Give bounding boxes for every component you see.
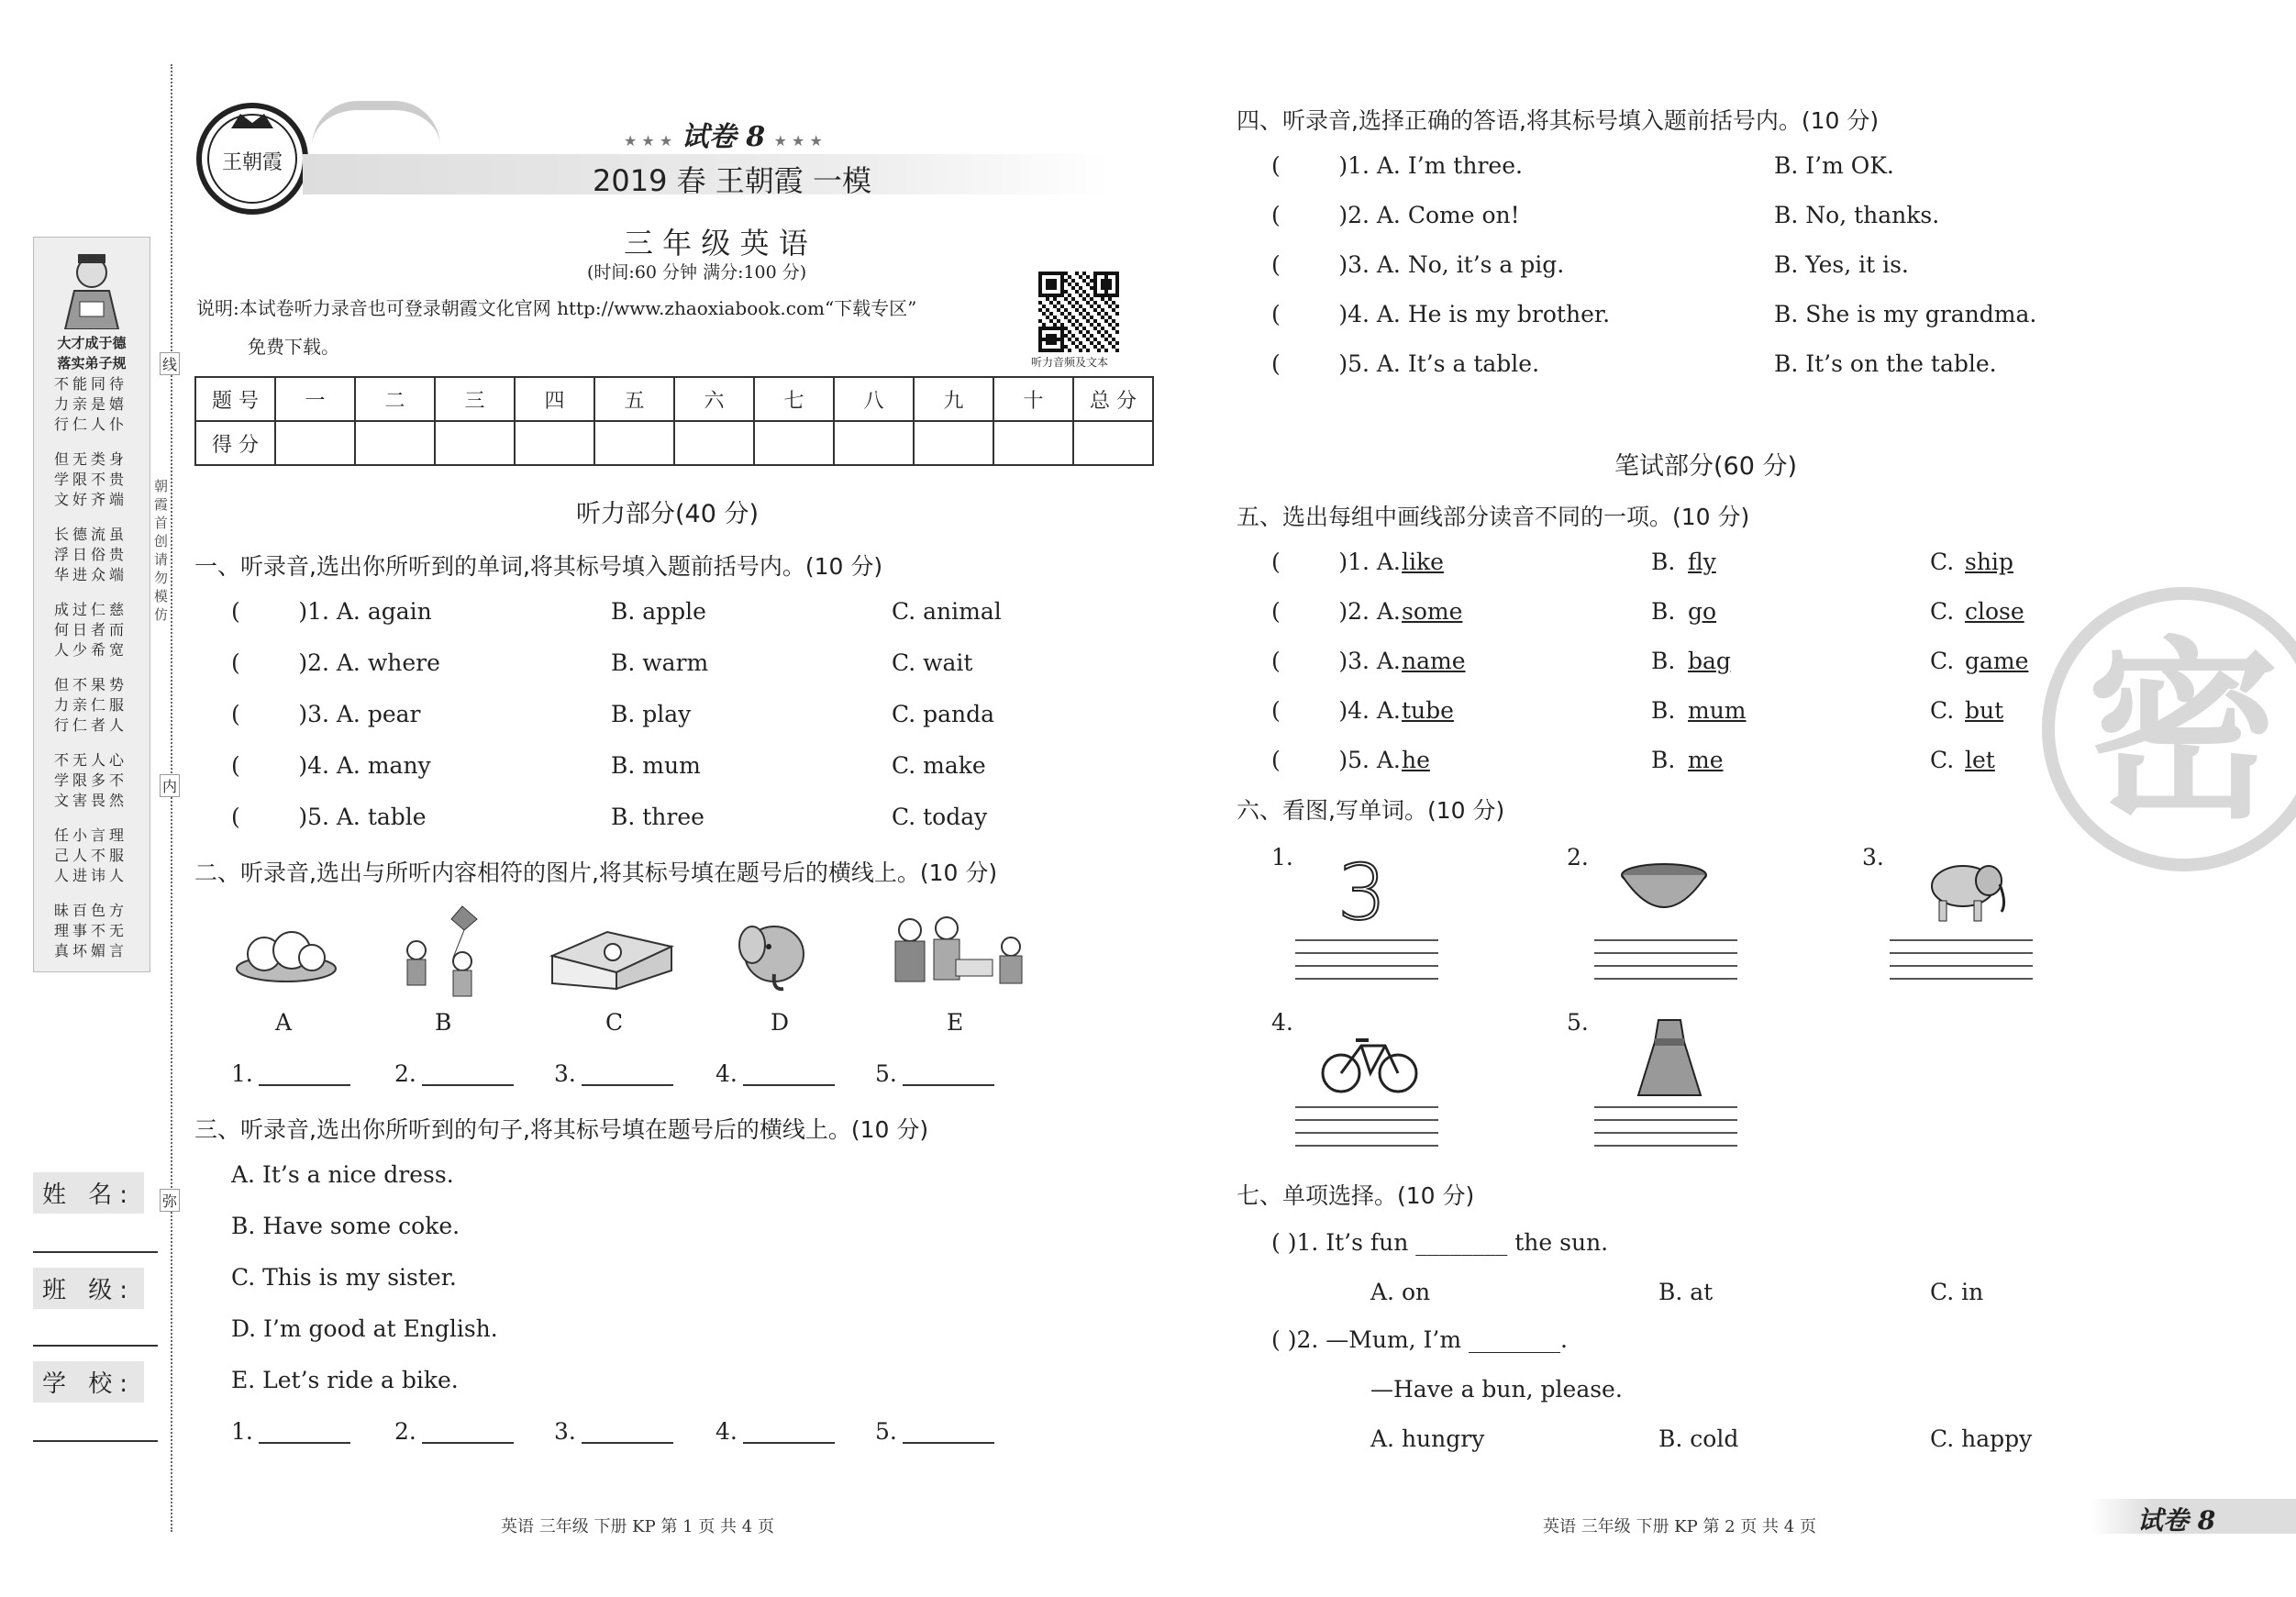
side-mark-line: 线 <box>160 352 180 375</box>
poem-block: 长德流虽 浮日俗贵 华进众端 <box>53 526 128 583</box>
score-header-cell: 四 <box>515 377 594 421</box>
q4-option-a: ( )5. A. It’s a table. <box>1271 350 1540 377</box>
score-header-cell: 十 <box>993 377 1073 421</box>
q2-picture-letter: D <box>771 1009 790 1036</box>
q3-answer-line[interactable] <box>743 1442 835 1444</box>
q5-number: ( )2. A. <box>1271 598 1401 625</box>
q2-answer-line[interactable] <box>743 1084 835 1086</box>
q5-letter-b: B. <box>1651 747 1676 773</box>
q5-word-a: tube <box>1402 697 1454 724</box>
q1-option-b: B. warm <box>611 649 709 676</box>
q7-q1-option: C. in <box>1930 1279 1984 1305</box>
q3-answer-line[interactable] <box>582 1442 673 1444</box>
q5-word-b: me <box>1688 747 1724 773</box>
subject-title: 三 年 级 英 语 <box>624 226 808 261</box>
q5-letter-c: C. <box>1930 747 1955 773</box>
q5-word-b: mum <box>1688 697 1747 724</box>
q6-num-4: 4. <box>1271 1009 1293 1036</box>
q2-answer-line[interactable] <box>582 1084 673 1086</box>
qr-caption: 听力音频及文本 <box>1031 356 1109 369</box>
q5-word-c: let <box>1965 747 1995 773</box>
q1-option-a: ( )3. A. pear <box>231 701 421 727</box>
q5-letter-b: B. <box>1651 549 1676 575</box>
score-input-cell[interactable] <box>993 421 1073 465</box>
q7-q1-option: A. on <box>1370 1279 1431 1305</box>
q5-word-b: fly <box>1688 549 1716 575</box>
exam-number-row <box>624 114 823 154</box>
score-input-cell[interactable] <box>594 421 674 465</box>
q6-writing-line[interactable] <box>1295 1145 1438 1147</box>
q1-option-a: ( )5. A. table <box>231 804 427 830</box>
q6-writing-line[interactable] <box>1295 939 1438 941</box>
picture-family-birthday <box>882 910 1035 996</box>
class-label: 班 级: <box>33 1268 144 1309</box>
motto-line-1: 大才成于德 <box>57 335 127 351</box>
q2-blank-number: 4. <box>715 1060 738 1087</box>
q6-picture-elephant <box>1915 857 2007 930</box>
score-input-cell[interactable] <box>275 421 355 465</box>
q4-title: 四、听录音,选择正确的答语,将其标号填入题前括号内。(10 分) <box>1237 107 1880 134</box>
poem-block: 不能同待 力亲是嬉 行仁人仆 <box>53 375 128 433</box>
q2-answer-line[interactable] <box>422 1084 514 1086</box>
q6-writing-line[interactable] <box>1594 1145 1737 1147</box>
q5-number: ( )1. A. <box>1271 549 1401 575</box>
q6-writing-line[interactable] <box>1295 952 1438 954</box>
q5-title: 五、选出每组中画线部分读音不同的一项。(10 分) <box>1237 504 1750 530</box>
q5-word-a: name <box>1402 648 1466 674</box>
q1-option-c: C. animal <box>892 598 1002 625</box>
q5-number: ( )3. A. <box>1271 648 1401 674</box>
q3-sentence: A. It’s a nice dress. <box>231 1161 454 1188</box>
q7-q2-option: B. cold <box>1658 1425 1739 1452</box>
score-value-row <box>195 421 1153 465</box>
q5-letter-c: C. <box>1930 549 1955 575</box>
q2-blank-number: 1. <box>231 1060 253 1087</box>
score-header-cell: 五 <box>594 377 674 421</box>
q5-letter-b: B. <box>1651 598 1676 625</box>
score-header-cell: 总 分 <box>1073 377 1153 421</box>
q2-blank-number: 3. <box>554 1060 576 1087</box>
q6-writing-line[interactable] <box>1890 965 2033 967</box>
q4-option-b: B. It’s on the table. <box>1774 350 1997 377</box>
q6-writing-line[interactable] <box>1295 978 1438 980</box>
q2-picture-letter: B <box>435 1009 452 1036</box>
poem-block: 昧百色方 理事不无 真坏媚言 <box>53 902 128 959</box>
score-header-cell: 三 <box>435 377 515 421</box>
q2-answer-line[interactable] <box>259 1084 350 1086</box>
q6-writing-line[interactable] <box>1594 1106 1737 1108</box>
q6-writing-line[interactable] <box>1594 965 1737 967</box>
score-input-cell[interactable] <box>515 421 594 465</box>
q5-word-c: ship <box>1965 549 2013 575</box>
q7-q2-option: A. hungry <box>1370 1425 1485 1452</box>
picture-box-boy <box>543 919 679 996</box>
q5-word-a: some <box>1402 598 1463 625</box>
q6-writing-line[interactable] <box>1295 1132 1438 1134</box>
score-input-cell[interactable] <box>674 421 754 465</box>
q6-writing-line[interactable] <box>1890 978 2033 980</box>
school-field[interactable] <box>33 1440 158 1442</box>
q5-word-a: like <box>1402 549 1444 575</box>
score-input-cell[interactable] <box>834 421 914 465</box>
q6-writing-line[interactable] <box>1295 965 1438 967</box>
q5-number: ( )5. A. <box>1271 747 1401 773</box>
q5-number: ( )4. A. <box>1271 697 1401 724</box>
q1-option-b: B. mum <box>611 752 701 779</box>
score-input-cell[interactable] <box>754 421 834 465</box>
svg-text:王朝霞: 王朝霞 <box>221 151 283 174</box>
q6-num-2: 2. <box>1567 844 1589 871</box>
q6-writing-line[interactable] <box>1594 952 1737 954</box>
confidential-stamp <box>2042 587 2296 871</box>
scholar-illustration <box>52 247 131 329</box>
score-header-cell: 六 <box>674 377 754 421</box>
q1-option-c: C. today <box>892 804 988 830</box>
exam-number: 试卷 8 <box>681 121 766 153</box>
score-input-cell[interactable] <box>435 421 515 465</box>
q7-question-2-reply: —Have a bun, please. <box>1370 1376 1623 1403</box>
stars-left: ★ ★ ★ <box>624 132 673 150</box>
score-header-row <box>195 377 1153 421</box>
q5-word-b: go <box>1688 598 1717 625</box>
poem-block: 成过仁慈 何日者而 人少希宽 <box>53 601 128 659</box>
q1-option-c: C. panda <box>892 701 995 727</box>
q1-option-a: ( )2. A. where <box>231 649 440 676</box>
q5-letter-b: B. <box>1651 648 1676 674</box>
exam-meta: (时间:60 分钟 满分:100 分) <box>587 262 807 283</box>
q5-word-a: he <box>1402 747 1430 773</box>
q2-picture-letter: C <box>605 1009 624 1036</box>
q3-sentence: E. Let’s ride a bike. <box>231 1367 459 1393</box>
q7-title: 七、单项选择。(10 分) <box>1237 1182 1475 1209</box>
q7-question-2: ( )2. —Mum, I’m ________. <box>1271 1326 1568 1353</box>
q5-word-c: game <box>1965 648 2029 674</box>
q1-option-b: B. play <box>611 701 692 727</box>
score-row-label: 得 分 <box>195 421 275 465</box>
q5-letter-c: C. <box>1930 648 1955 674</box>
q6-writing-line[interactable] <box>1594 978 1737 980</box>
q1-option-b: B. apple <box>611 598 706 625</box>
poem-block: 任小言理 己人不服 人进讳人 <box>53 826 128 884</box>
q7-question-1: ( )1. It’s fun ________ the sun. <box>1271 1229 1609 1256</box>
q6-num-3: 3. <box>1862 844 1884 871</box>
q4-option-b: B. No, thanks. <box>1774 202 1940 228</box>
q1-option-a: ( )4. A. many <box>231 752 431 779</box>
q6-writing-line[interactable] <box>1594 939 1737 941</box>
q1-title: 一、听录音,选出你所听到的单词,将其标号填入题前括号内。(10 分) <box>194 553 883 580</box>
q3-answer-line[interactable] <box>903 1442 994 1444</box>
q4-option-b: B. She is my grandma. <box>1774 301 2037 327</box>
picture-buns <box>235 914 338 991</box>
score-table <box>194 376 1154 466</box>
qr-code <box>1038 272 1119 352</box>
score-input-cell[interactable] <box>914 421 993 465</box>
q6-picture-bicycle <box>1319 1020 1420 1101</box>
q5-word-c: but <box>1965 697 2004 724</box>
footer-left: 英语 三年级 下册 KP 第 1 页 共 4 页 <box>501 1517 774 1536</box>
score-input-cell[interactable] <box>355 421 435 465</box>
written-title: 笔试部分(60 分) <box>1614 452 1798 481</box>
q3-answer-line[interactable] <box>259 1442 350 1444</box>
q4-option-b: B. I’m OK. <box>1774 152 1894 179</box>
exam-title: 2019 春 王朝霞 一模 <box>593 163 871 198</box>
q6-writing-line[interactable] <box>1594 1132 1737 1134</box>
q5-letter-c: C. <box>1930 598 1955 625</box>
instructions: 说明:本试卷听力录音也可登录朝霞文化官网 http://www.zhaoxiabook.com“下载专区” <box>196 297 917 319</box>
motto-line-2: 落实弟子规 <box>57 355 127 372</box>
q6-picture-digit-three: 3 <box>1337 848 1387 937</box>
q2-blank-number: 5. <box>875 1060 897 1087</box>
poem-block: 但不果势 力亲仁服 行仁者人 <box>53 676 128 734</box>
q2-answer-line[interactable] <box>903 1084 994 1086</box>
stars-right: ★ ★ ★ <box>773 132 823 150</box>
q3-title: 三、听录音,选出你所听到的句子,将其标号填在题号后的横线上。(10 分) <box>194 1116 929 1143</box>
picture-elephant-small <box>728 910 816 998</box>
brand-logo <box>194 101 310 216</box>
q7-q2-option: C. happy <box>1930 1425 2033 1452</box>
q3-blank-number: 3. <box>554 1418 576 1445</box>
q6-num-1: 1. <box>1271 844 1293 871</box>
score-header-cell: 一 <box>275 377 355 421</box>
q4-option-a: ( )4. A. He is my brother. <box>1271 301 1611 327</box>
q6-picture-noodles <box>1618 862 1710 928</box>
q3-sentence: D. I’m good at English. <box>231 1315 498 1342</box>
side-mark-inner: 内 <box>160 774 180 797</box>
q3-blank-number: 5. <box>875 1418 897 1445</box>
side-mark-copyright: 朝霞首创 请勿模仿 <box>154 478 169 623</box>
q2-title: 二、听录音,选出与所听内容相符的图片,将其标号填在题号后的横线上。(10 分) <box>194 859 998 886</box>
name-label: 姓 名: <box>33 1172 144 1214</box>
q6-writing-line[interactable] <box>1295 1106 1438 1108</box>
q3-sentence: C. This is my sister. <box>231 1264 457 1291</box>
dashed-margin-line <box>171 64 172 1532</box>
score-header-cell: 八 <box>834 377 914 421</box>
q5-word-b: bag <box>1688 648 1731 674</box>
q1-option-c: C. make <box>892 752 986 779</box>
q5-letter-b: B. <box>1651 697 1676 724</box>
score-header-cell: 题 号 <box>195 377 275 421</box>
school-label: 学 校: <box>33 1361 144 1403</box>
q6-title: 六、看图,写单词。(10 分) <box>1237 797 1505 824</box>
q6-num-5: 5. <box>1567 1009 1589 1036</box>
score-header-cell: 九 <box>914 377 993 421</box>
q3-blank-number: 4. <box>715 1418 738 1445</box>
score-header-cell: 七 <box>754 377 834 421</box>
poem-block: 但无类身 学限不贵 文好齐端 <box>53 450 128 508</box>
q6-writing-line[interactable] <box>1295 1119 1438 1121</box>
q4-option-a: ( )2. A. Come on! <box>1271 202 1520 228</box>
q4-option-a: ( )1. A. I’m three. <box>1271 152 1523 179</box>
stamp-character: 密 <box>2086 620 2279 845</box>
q1-option-c: C. wait <box>892 649 973 676</box>
score-input-cell[interactable] <box>1073 421 1153 465</box>
q6-writing-line[interactable] <box>1890 952 2033 954</box>
q3-answer-line[interactable] <box>422 1442 514 1444</box>
q1-option-b: B. three <box>611 804 704 830</box>
listening-title: 听力部分(40 分) <box>576 500 760 528</box>
q6-writing-line[interactable] <box>1890 939 2033 941</box>
q1-option-a: ( )1. A. again <box>231 598 432 625</box>
q2-picture-letter: A <box>275 1009 293 1036</box>
q5-word-c: close <box>1965 598 2024 625</box>
poem-block: 不无人心 学限多不 文害畏然 <box>53 751 128 809</box>
footer-right: 英语 三年级 下册 KP 第 2 页 共 4 页 <box>1543 1517 1816 1536</box>
q3-sentence: B. Have some coke. <box>231 1213 460 1239</box>
name-field[interactable] <box>33 1251 158 1253</box>
instructions-cont: 免费下载。 <box>248 336 339 358</box>
q5-letter-c: C. <box>1930 697 1955 724</box>
q3-blank-number: 2. <box>394 1418 416 1445</box>
score-header-cell: 二 <box>355 377 435 421</box>
class-field[interactable] <box>33 1345 158 1347</box>
q2-picture-letter: E <box>947 1009 964 1036</box>
q3-blank-number: 1. <box>231 1418 253 1445</box>
q4-option-a: ( )3. A. No, it’s a pig. <box>1271 251 1565 278</box>
q6-picture-dress <box>1635 1016 1704 1103</box>
side-mark-seal: 弥 <box>160 1189 180 1212</box>
header-swoosh <box>312 101 440 147</box>
q7-q1-option: B. at <box>1658 1279 1714 1305</box>
q4-option-b: B. Yes, it is. <box>1774 251 1909 278</box>
q2-blank-number: 2. <box>394 1060 416 1087</box>
picture-kite-kids <box>389 903 499 1007</box>
corner-exam-number: 试卷 8 <box>2137 1505 2216 1536</box>
q6-writing-line[interactable] <box>1594 1119 1737 1121</box>
